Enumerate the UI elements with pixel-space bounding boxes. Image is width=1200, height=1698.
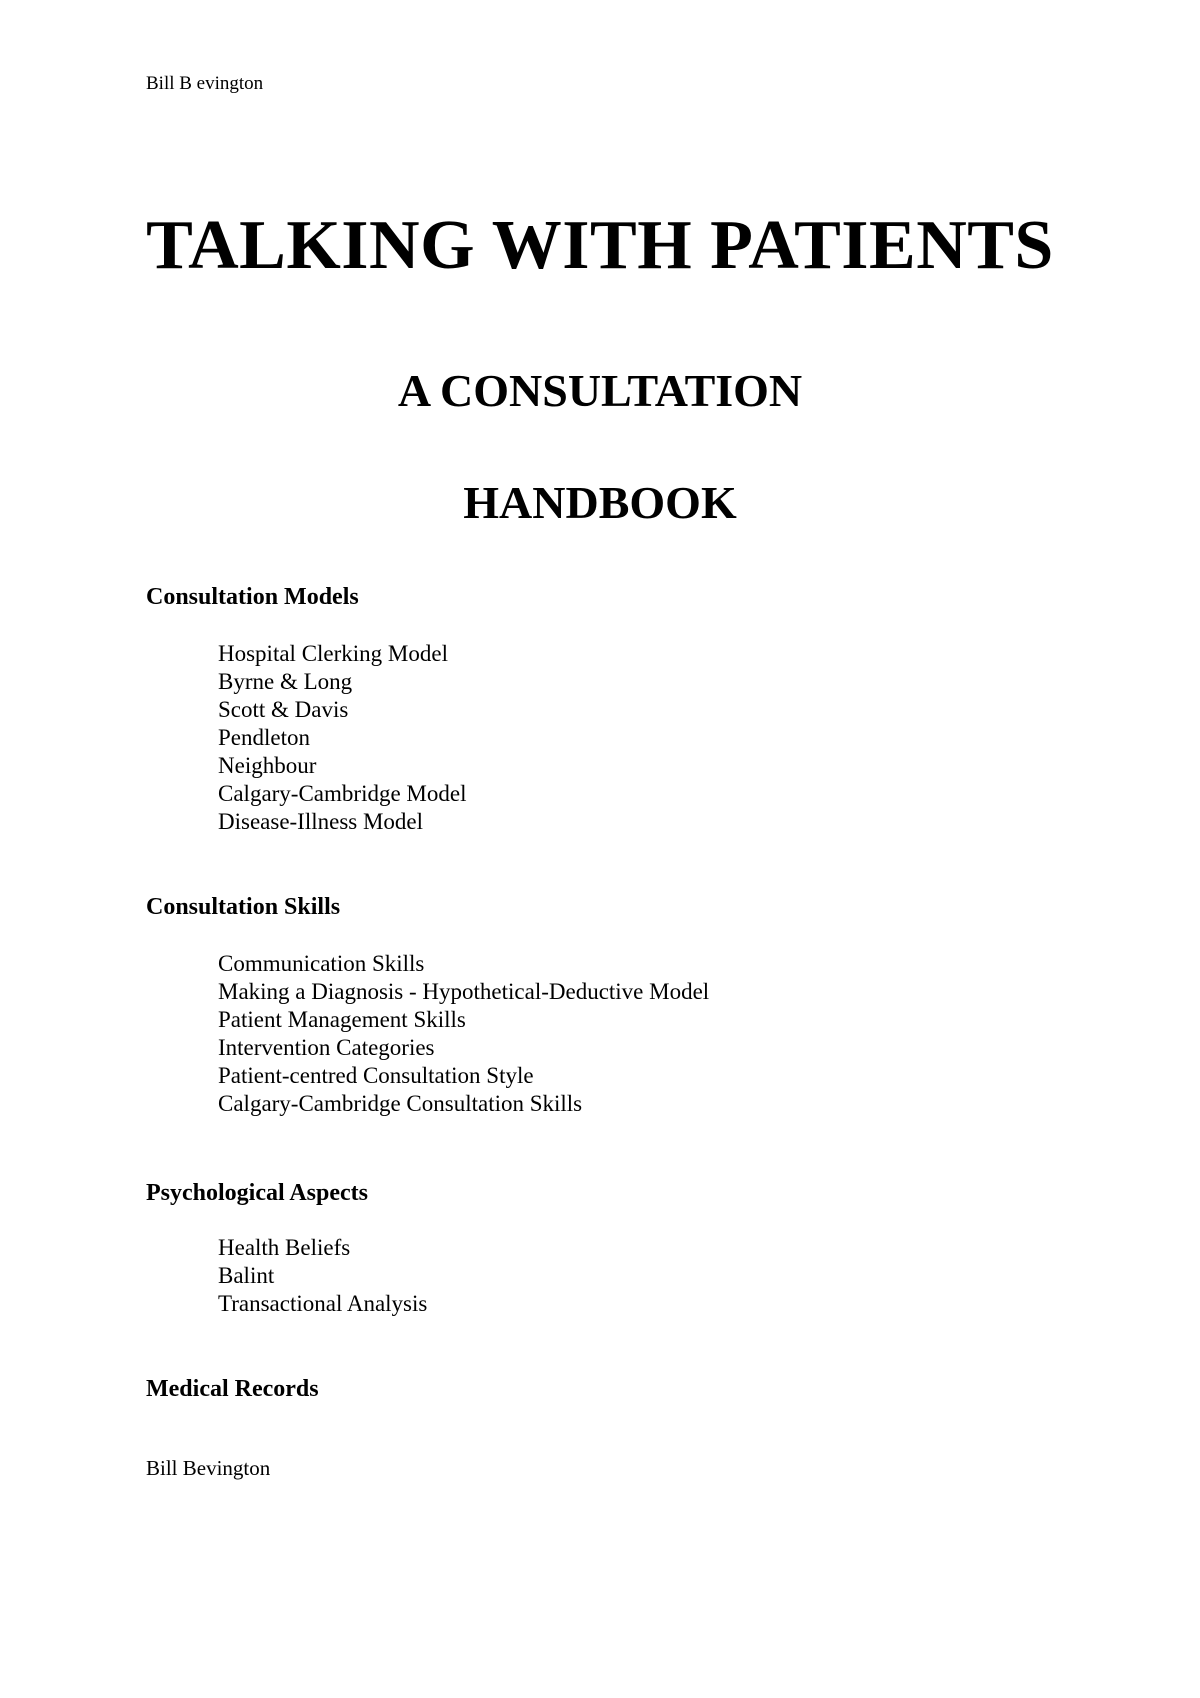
section-consultation-skills (146, 892, 1046, 1116)
list-item: Disease-Illness Model (218, 809, 424, 834)
list-item: Patient Management Skills (218, 1007, 466, 1032)
section-medical-records (146, 1374, 1046, 1404)
header-author: Bill B evington (146, 73, 264, 94)
subtitle-line-2: HANDBOOK (463, 477, 737, 528)
list-item: Calgary-Cambridge Model (218, 781, 467, 806)
list-item: Byrne & Long (218, 669, 353, 694)
list-item: Health Beliefs (218, 1235, 351, 1260)
footer-author: Bill Bevington (146, 1456, 271, 1480)
list-item: Pendleton (218, 725, 310, 750)
list-item: Scott & Davis (218, 697, 349, 722)
section-item-list (218, 950, 709, 1118)
list-item: Intervention Categories (218, 1035, 435, 1060)
list-item: Making a Diagnosis - Hypothetical-Deductive Model (218, 979, 710, 1004)
document-title: TALKING WITH PATIENTS (146, 207, 1054, 284)
section-item-list (218, 640, 466, 836)
list-item: Balint (218, 1263, 275, 1288)
section-item-list (218, 1234, 427, 1318)
section-heading: Psychological Aspects (146, 1180, 368, 1206)
list-item: Neighbour (218, 753, 317, 778)
section-psychological-aspects (146, 1178, 1046, 1316)
list-item: Calgary-Cambridge Consultation Skills (218, 1091, 583, 1116)
list-item: Communication Skills (218, 951, 425, 976)
list-item: Transactional Analysis (218, 1291, 428, 1316)
list-item: Patient-centred Consultation Style (218, 1063, 534, 1088)
subtitle-line-1: A CONSULTATION (397, 365, 803, 416)
section-heading: Consultation Models (146, 584, 359, 610)
section-heading: Medical Records (146, 1376, 319, 1402)
list-item: Hospital Clerking Model (218, 641, 448, 666)
section-heading: Consultation Skills (146, 894, 341, 920)
section-consultation-models (146, 582, 1046, 834)
